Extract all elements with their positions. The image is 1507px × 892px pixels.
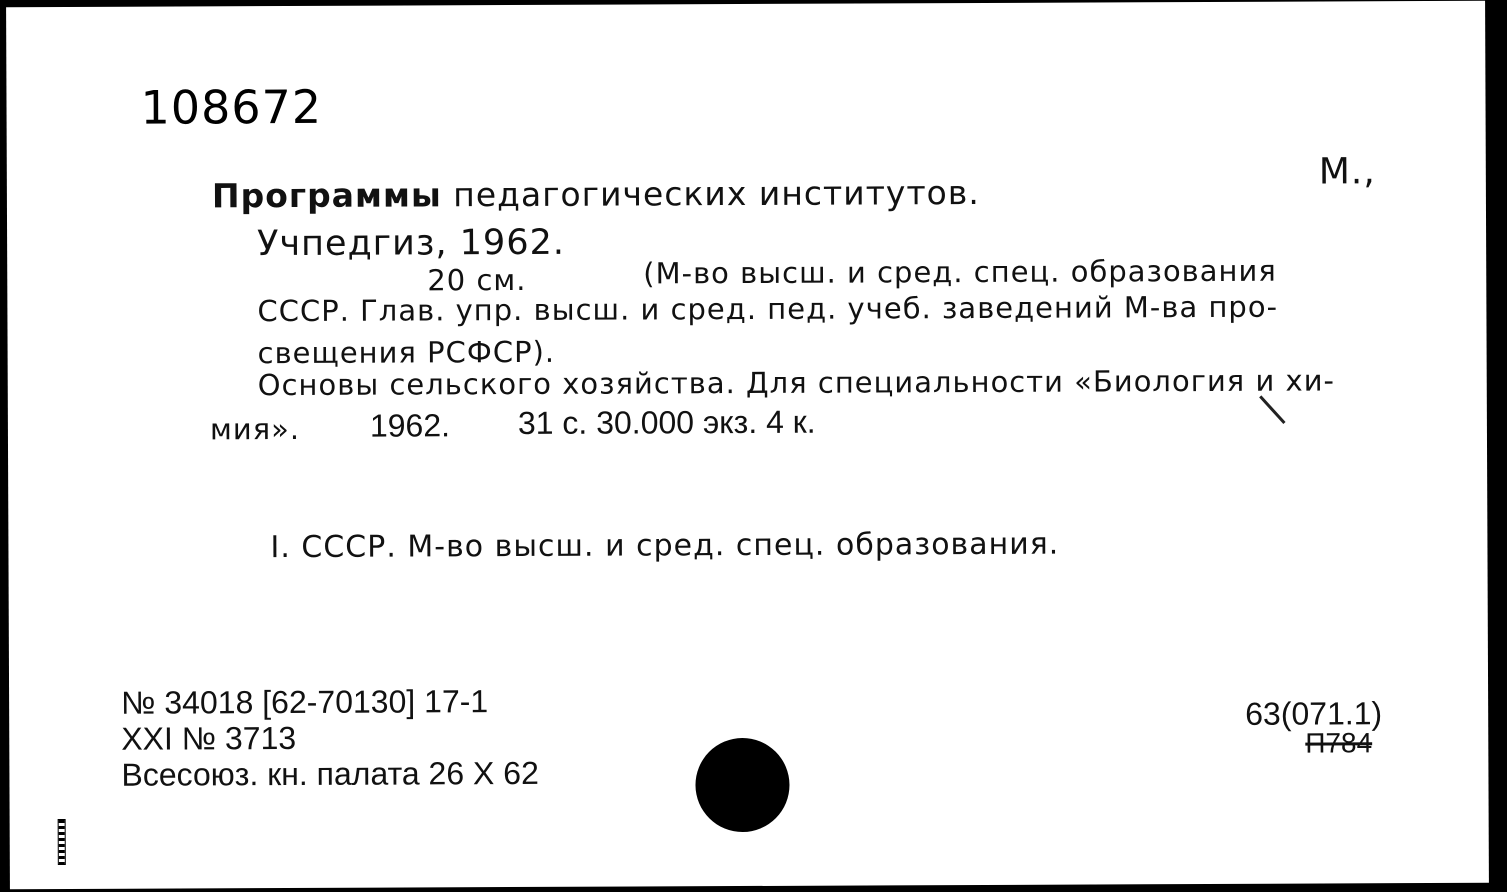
accession-number: 108672 — [140, 79, 323, 135]
publisher-year: Учпедгиз, 1962. — [257, 222, 566, 265]
content-line-2c: 31 с. 30.000 экз. 4 к. — [517, 403, 816, 442]
footer-line-2: XXI № 3713 — [121, 719, 297, 757]
pencil-mark — [1259, 395, 1285, 424]
added-entry: I. СССР. М-во высш. и сред. спец. образования. — [270, 526, 1060, 566]
footer-line-3: Всесоюз. кн. палата 26 X 62 — [121, 754, 539, 793]
content-line-2a: мия». — [209, 411, 301, 447]
classification-struck: П784 — [1305, 727, 1373, 759]
title-bold: Программы — [211, 175, 442, 216]
title-rest: педагогических институтов. — [453, 172, 980, 215]
place-of-publication: М., — [1318, 151, 1376, 193]
series-line-3: свещения РСФСР). — [257, 334, 556, 371]
title-line — [212, 173, 980, 215]
series-line-1: (М-во высш. и сред. спец. образования — [643, 253, 1277, 291]
footer-line-1: № 34018 [62-70130] 17-1 — [121, 683, 489, 721]
staple-mark — [58, 819, 66, 865]
content-line-2b: 1962. — [369, 407, 451, 444]
punch-hole — [695, 738, 789, 832]
size-label: 20 см. — [427, 262, 527, 298]
content-line-1: Основы сельского хозяйства. Для специальности «Биология и хи- — [257, 363, 1336, 403]
catalog-card — [6, 1, 1489, 889]
series-line-2: СССР. Глав. упр. высш. и сред. пед. учеб. заведений М-ва про- — [257, 289, 1279, 329]
classification: 63(071.1) — [1245, 695, 1383, 732]
